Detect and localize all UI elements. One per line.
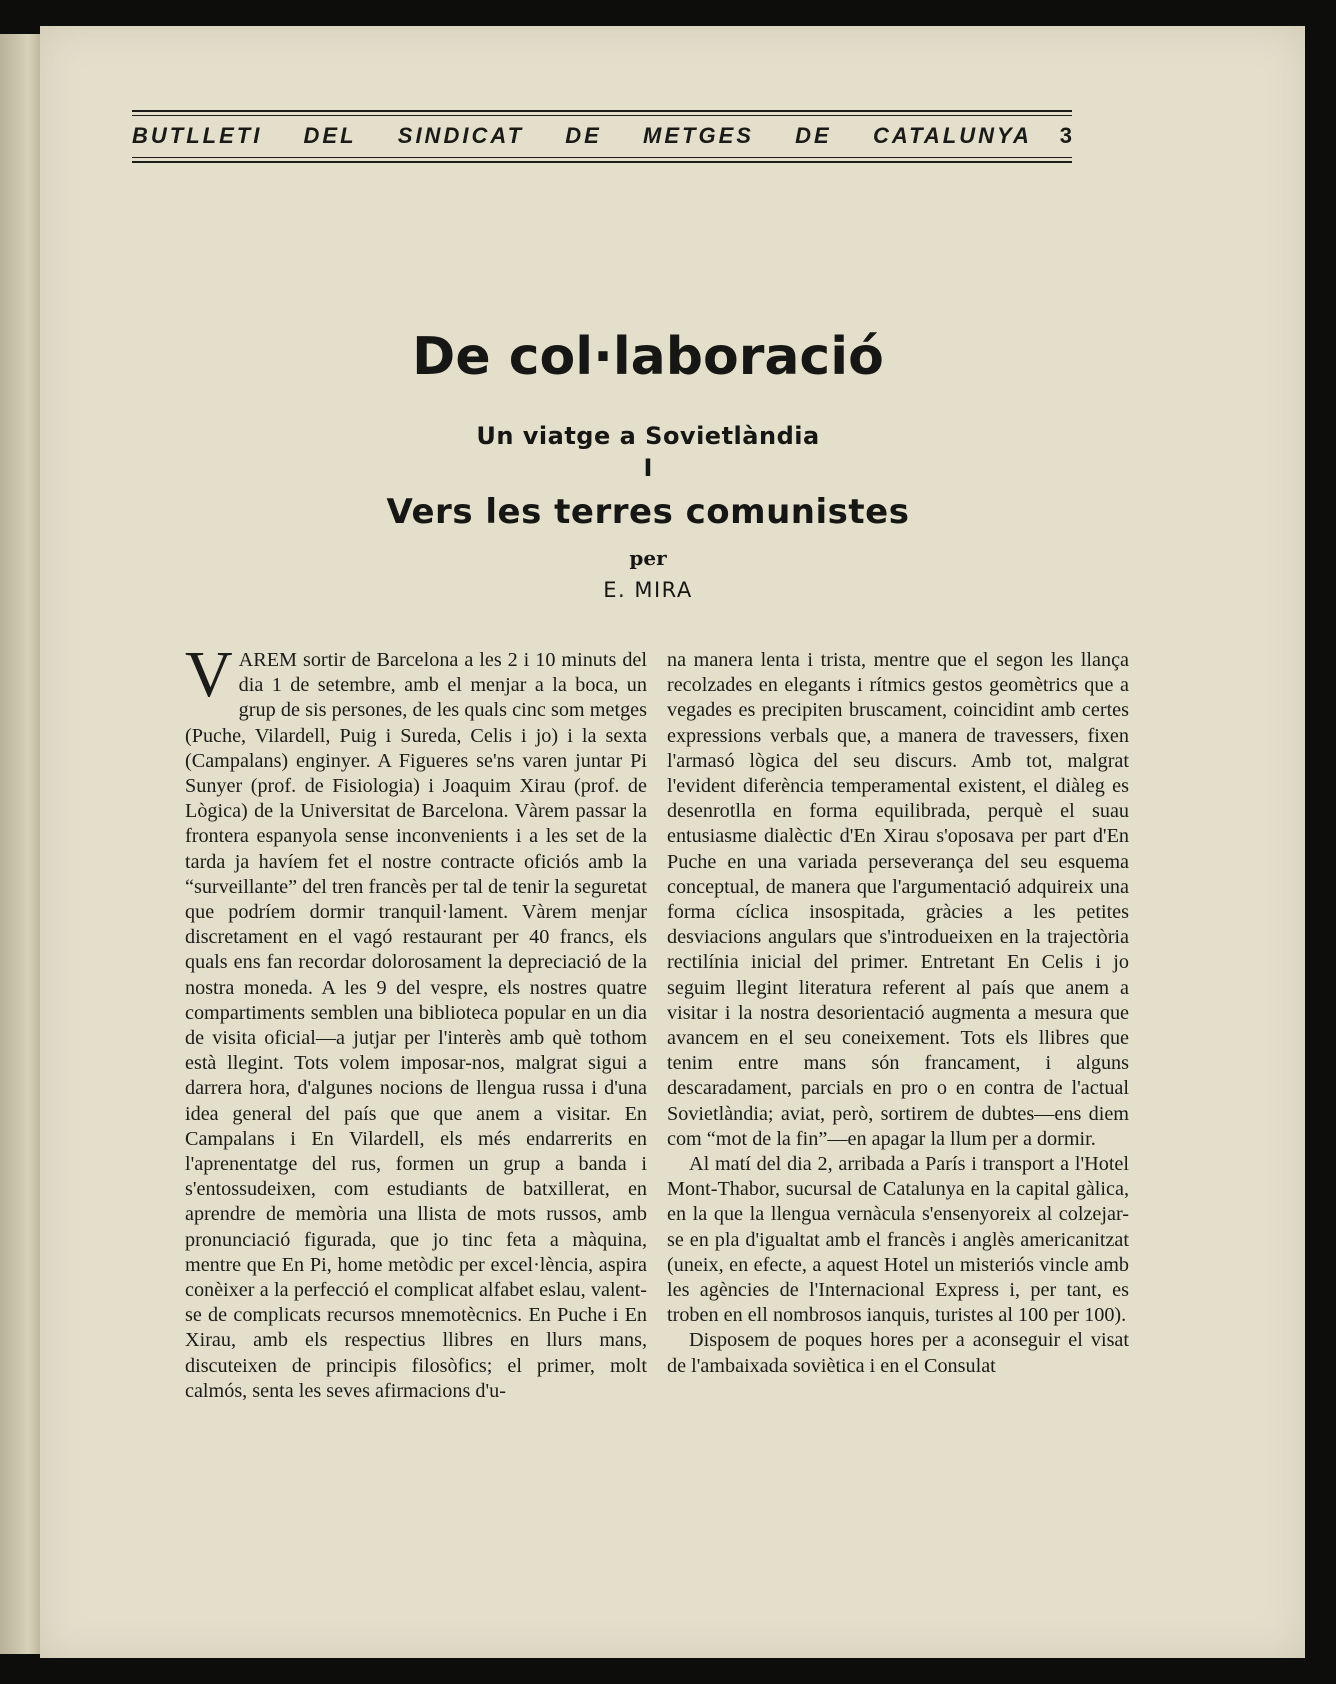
running-head-word: DE [565,123,602,148]
running-head-word: BUTLLETI [132,123,263,148]
header-rule-bottom [132,161,1072,163]
byline-per: per [629,546,667,570]
body-paragraph [185,638,647,1404]
article-title-block [182,322,1114,602]
article-subtitle: Un viatge a Sovietlàndia [476,422,820,450]
body-paragraph: Disposem de poques hores per a aconseguir el visat de l'ambaixada soviètica i en el Consulat [667,1329,1129,1377]
running-head-word: DEL [303,123,357,148]
running-head-word: METGES [643,123,754,148]
running-head-word: CATALUNYA [872,123,1032,148]
opening-word: AREM [238,649,297,671]
drop-cap: V [185,638,233,711]
body-column-left [185,638,647,1404]
running-head [132,123,1032,149]
paragraph-text: sortir de Barcelona a les 2 i 10 minuts del dia 1 de setembre, amb el menjar a la boca, un grup de sis persones, de les quals cinc som metges (Puche, Vilardell, Puig i Sureda, Celis i jo) i la sexta (Campalans) enginyer. A Figueres se'ns varen juntar Pi Sunyer (prof. de Fisiologia) i Joaquim Xirau (prof. de Lògica) de la Universitat de Barcelona. Vàrem passar la frontera espanyola sense inconvenients i a les set de la tarda ja havíem fet el nostre contracte oficiós amb la “surveillante” del tren francès per tal de tenir la seguretat que podríem dormir tranquil·lament. Vàrem menjar discretament en el vagó restaurant per 40 francs, els quals ens fan recordar dolorosament la depreciació de la nostra moneda. A les 9 del vespre, els nostres quatre compartiments semblen una biblioteca popular en un dia de visita oficial—a jutjar per l'interès amb què tothom està llegint. Tots volem imposar-nos, malgrat sigui a darrera hora, d'algunes nocions de llengua russa i d'una idea general del país que que anem a visitar. En Campalans i En Vilardell, els més endarrerits en l'aprenentatge del rus, formen un grup a banda i s'entossudeixen, com estudiants de batxillerat, en aprendre de memòria una llista de mots russos, amb pronunciació figurada, que jo tinc feta a màquina, mentre que En Pi, home metòdic per excel·lència, aspira conèixer a la perfecció el complicat alfabet eslau, valent-se de complicats recursos mnemotècnics. En Puche i En Xirau, amb els respectius llibres en llurs mans, discuteixen de principis filosòfics; el primer, molt calmós, senta les seves afirmacions d'u- [185,649,647,1402]
section-title: De col·laboració [412,327,884,387]
chapter-title: Vers les terres comunistes [386,492,910,532]
header-rule-bottom-thin [132,157,1072,158]
body-paragraph: na manera lenta i trista, mentre que el segon les llança recolzades en elegants i rítmics gestos geomètrics que a vegades es precipiten bruscament, coincidint amb certes expressions verbals que, a manera de travessers, fixen l'armasó lògica del seu discurs. Amb tot, malgrat l'evident diferència temperamental existent, el diàleg es desenrotlla en forma equilibrada, perquè el suau entusiasme dialèctic d'En Xirau s'oposava per part d'En Puche en una variada perseverança del seu esquema conceptual, de manera que l'argumentació adquireix una forma cíclica insospitada, gràcies a les petites desviacions angulars que s'introdueixen en la trajectòria rectilínia inicial del primer. Entretant En Celis i jo seguim llegint literatura referent al país que anem a visitar i la nostra desorientació augmenta a mesura que avancem en el seu coneixement. Tots els llibres que tenim entre mans són francament, i alguns descaradament, parcials en pro o en contra de l'actual Sovietlàndia; aviat, però, sortirem de dubtes—ens diem com “mot de la fin”—en apagar la llum per a dormir. [667,649,1129,1150]
body-paragraph: Al matí del dia 2, arribada a París i transport a l'Hotel Mont-Thabor, sucursal de Catalunya en la capital gàlica, en la que la llengua vernàcula s'ensenyoreix al colzejar-se en pla d'igualtat amb el francès i anglès americanitzat (uneix, en efecte, a aquest Hotel un misteriós vincle amb les agències de l'Internacional Express i, per tant, es troben en ell nombrosos ianquis, turistes al 100 per 100). [667,1153,1129,1327]
running-head-word: SINDICAT [397,123,525,148]
running-head-word: DE [795,123,832,148]
page-header [132,82,1072,164]
header-rule-top [132,110,1072,112]
part-number: I [643,454,653,482]
author-name: E. MIRA [603,578,693,602]
header-rule-top-thin [132,115,1072,116]
body-column-right [667,648,1129,1379]
page-number: 3 [1059,123,1072,148]
